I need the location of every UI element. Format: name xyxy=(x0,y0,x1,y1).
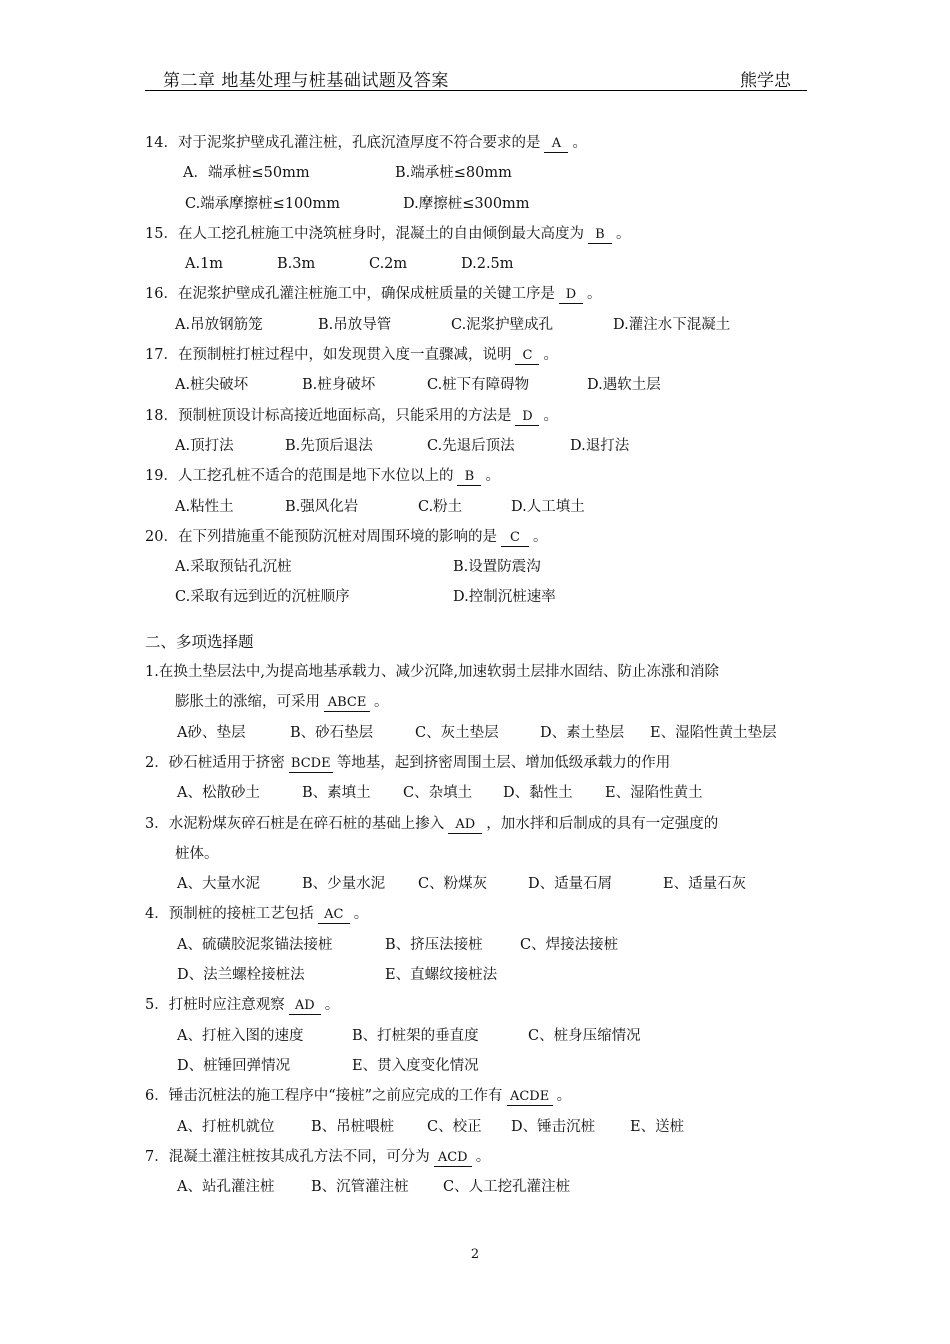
options-row xyxy=(145,778,810,808)
multi-question-7: 7．混凝土灌注桩按其成孔方法不同，可分为 ACD 。 xyxy=(145,1148,491,1165)
section-title: 二、多项选择题 xyxy=(145,632,254,651)
option: E、适量石灰 xyxy=(663,876,747,893)
options-row xyxy=(145,582,810,612)
option: D.灌注水下混凝土 xyxy=(613,316,731,333)
option: D.遇软土层 xyxy=(587,377,661,394)
option: D、桩锤回弹情况 xyxy=(177,1057,291,1074)
option: E、直螺纹接桩法 xyxy=(385,967,498,984)
option: A砂、垫层 xyxy=(177,724,246,741)
option: E、送桩 xyxy=(630,1118,685,1135)
page-number: 2 xyxy=(470,1247,480,1262)
option: A、打桩机就位 xyxy=(177,1118,275,1135)
page-header xyxy=(145,64,807,91)
option: A.顶打法 xyxy=(175,437,234,454)
option: E、贯入度变化情况 xyxy=(352,1057,479,1074)
option: E、湿陷性黄土垫层 xyxy=(650,724,777,741)
option: B.3m xyxy=(277,256,316,273)
option: A、大量水泥 xyxy=(177,876,260,893)
option: D.退打法 xyxy=(570,437,630,454)
option: D.控制沉桩速率 xyxy=(453,589,556,606)
header-title: 第二章 地基处理与桩基础试题及答案 xyxy=(163,71,449,91)
multi-question-1: 1.在换土垫层法中,为提高地基承载力、减少沉降,加速软弱土层排水固结、防止冻涨和消除 xyxy=(145,664,720,681)
option: B、少量水泥 xyxy=(302,876,386,893)
option: C.泥浆护壁成孔 xyxy=(451,316,554,333)
option: A、站孔灌注桩 xyxy=(177,1179,275,1196)
options-row xyxy=(145,718,810,748)
option: A、松散砂土 xyxy=(177,785,260,802)
question-19: 19．人工挖孔桩不适合的范围是地下水位以上的 B 。 xyxy=(145,468,500,485)
option: D、法兰螺栓接桩法 xyxy=(177,967,305,984)
answer-blank: D xyxy=(515,409,539,426)
option: B、打桩架的垂直度 xyxy=(352,1027,479,1044)
answer-blank: D xyxy=(559,287,583,304)
option: E、湿陷性黄土 xyxy=(605,785,703,802)
options-row xyxy=(145,189,810,219)
question-14: 14．对于泥浆护壁成孔灌注桩，孔底沉渣厚度不符合要求的是 A 。 xyxy=(145,135,587,151)
option: B、砂石垫层 xyxy=(290,724,374,741)
answer-blank: BCDE xyxy=(289,756,333,773)
options-row xyxy=(145,552,810,582)
option: C.采取有远到近的沉桩顺序 xyxy=(175,589,350,606)
options-row xyxy=(145,960,810,990)
option: C、杂填土 xyxy=(403,785,473,802)
option: A、硫磺胶泥浆锚法接桩 xyxy=(177,936,333,953)
option: A．端承桩≤50mm xyxy=(183,165,310,182)
answer-blank: A xyxy=(544,136,568,153)
option: D.2.5m xyxy=(461,256,514,273)
option: C、灰土垫层 xyxy=(415,724,499,741)
question-17: 17．在预制桩打桩过程中，如发现贯入度一直骤减，说明 C 。 xyxy=(145,347,558,364)
multi-question-6: 6．锤击沉桩法的施工程序中“接桩”之前应完成的工作有 ACDE 。 xyxy=(145,1088,572,1105)
question-continuation: 膨胀土的涨缩，可采用 ABCE 。 xyxy=(175,694,389,711)
multi-question-3: 3．水泥粉煤灰碎石桩是在碎石桩的基础上掺入 AD ，加水拌和后制成的具有一定强度的 xyxy=(145,815,719,832)
option: C.先退后顶法 xyxy=(427,437,515,454)
options-row xyxy=(145,1112,810,1142)
answer-blank: ACD xyxy=(434,1150,472,1167)
options-row xyxy=(145,158,810,188)
option: C.2m xyxy=(369,256,408,273)
question-16: 16．在泥浆护壁成孔灌注桩施工中，确保成桩质量的关键工序是 D 。 xyxy=(145,286,602,303)
options-row xyxy=(145,869,810,899)
option: D、素土垫层 xyxy=(540,724,625,741)
option: B.端承桩≤80mm xyxy=(395,165,512,182)
options-row xyxy=(145,1021,810,1051)
option: D、黏性土 xyxy=(503,785,573,802)
page-content xyxy=(145,128,810,1202)
option: C.端承摩擦桩≤100mm xyxy=(185,195,341,212)
options-row xyxy=(145,370,810,400)
options-row xyxy=(145,310,810,340)
multi-question-2: 2．砂石桩适用于挤密 BCDE 等地基，起到挤密周围土层、增加低级承载力的作用 xyxy=(145,754,671,771)
option: C.粉土 xyxy=(418,498,463,515)
option: B、素填土 xyxy=(302,785,371,802)
answer-blank: AC xyxy=(318,907,350,924)
option: B.桩身破坏 xyxy=(302,377,376,394)
option: C、人工挖孔灌注桩 xyxy=(443,1179,571,1196)
options-row xyxy=(145,431,810,461)
option: B、沉管灌注桩 xyxy=(311,1179,409,1196)
options-row xyxy=(145,1051,810,1081)
option: A.粘性土 xyxy=(175,498,234,515)
option: C、校正 xyxy=(427,1118,482,1135)
option: A.吊放钢筋笼 xyxy=(175,316,263,333)
options-row xyxy=(145,249,810,279)
answer-blank: C xyxy=(501,530,529,547)
option: C、焊接法接桩 xyxy=(520,936,619,953)
header-author: 熊学忠 xyxy=(740,71,791,91)
option: D.摩擦桩≤300mm xyxy=(403,195,530,212)
answer-blank: C xyxy=(515,348,539,365)
options-row xyxy=(145,1172,810,1202)
option: B.先顶后退法 xyxy=(285,437,373,454)
option: A.1m xyxy=(185,256,224,273)
option: A.采取预钻孔沉桩 xyxy=(175,559,292,576)
option: C.桩下有障碍物 xyxy=(427,377,530,394)
option: C、粉煤灰 xyxy=(418,876,488,893)
option: D、锤击沉桩 xyxy=(511,1118,596,1135)
multi-question-4: 4．预制桩的接桩工艺包括 AC 。 xyxy=(145,906,369,923)
answer-blank: B xyxy=(588,227,612,244)
answer-blank: ABCE xyxy=(324,695,370,712)
question-20: 20．在下列措施重不能预防沉桩对周围环境的影响的是 C 。 xyxy=(145,528,548,545)
answer-blank: AD xyxy=(448,817,482,834)
question-15: 15．在人工挖孔桩施工中浇筑桩身时，混凝土的自由倾倒最大高度为 B 。 xyxy=(145,225,631,242)
option: B.吊放导管 xyxy=(318,316,392,333)
question-continuation: 桩体。 xyxy=(175,845,219,862)
option: B.设置防震沟 xyxy=(453,559,541,576)
options-row xyxy=(145,930,810,960)
option: B.强风化岩 xyxy=(285,498,359,515)
option: B、吊桩喂桩 xyxy=(311,1118,395,1135)
multi-question-5: 5．打桩时应注意观察 AD 。 xyxy=(145,997,340,1014)
option: C、桩身压缩情况 xyxy=(528,1027,641,1044)
question-18: 18．预制桩顶设计标高接近地面标高，只能采用的方法是 D 。 xyxy=(145,407,558,424)
options-row xyxy=(145,492,810,522)
option: D、适量石屑 xyxy=(528,876,613,893)
option: D.人工填土 xyxy=(511,498,585,515)
option: B、挤压法接桩 xyxy=(385,936,483,953)
option: A、打桩入图的速度 xyxy=(177,1027,304,1044)
answer-blank: B xyxy=(457,469,481,486)
answer-blank: AD xyxy=(289,998,321,1015)
answer-blank: ACDE xyxy=(507,1089,553,1106)
option: A.桩尖破坏 xyxy=(175,377,249,394)
